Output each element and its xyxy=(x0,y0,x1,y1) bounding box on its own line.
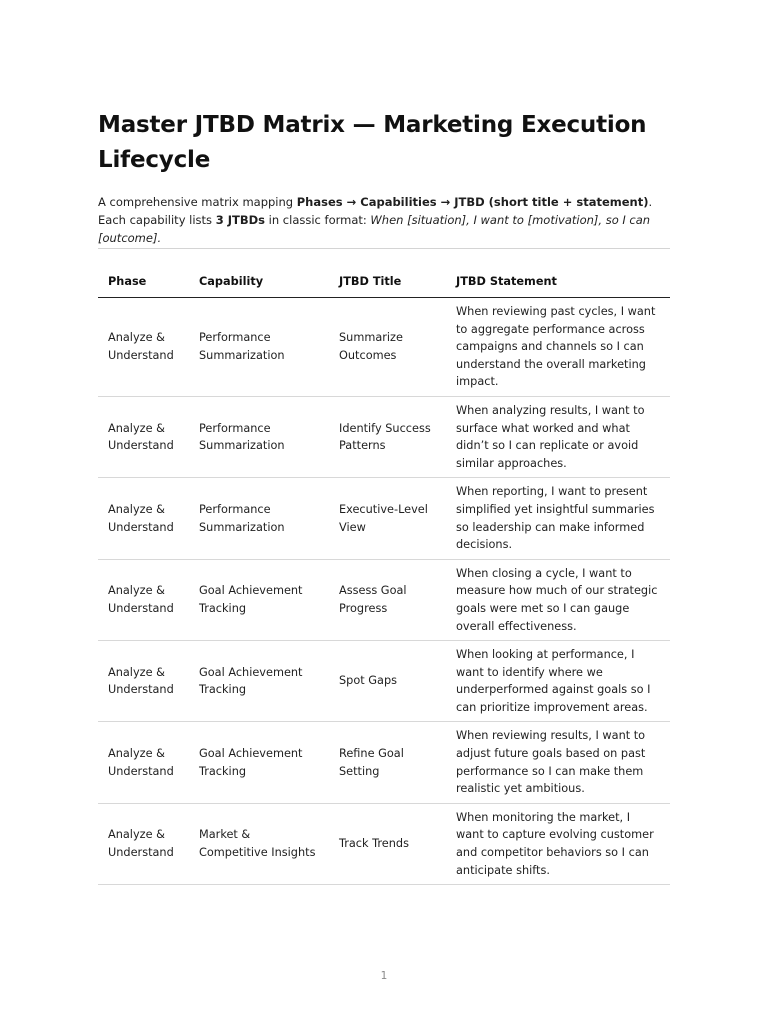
cell-phase: Analyze & Understand xyxy=(98,396,189,477)
header-jtbd-statement: JTBD Statement xyxy=(446,267,670,298)
intro-italic-format: When [situation], I want to [motivation], so I can [outcome]. xyxy=(98,213,651,245)
intro-text-3: in classic format: xyxy=(265,213,371,227)
cell-jtbd-title: Identify Success Patterns xyxy=(329,396,446,477)
cell-capability: Market & Competitive Insights xyxy=(189,803,329,884)
cell-jtbd-statement: When looking at performance, I want to identify where we underperformed against goals so I can prioritize improvement areas. xyxy=(446,641,670,722)
intro-text-2: . Each capability lists xyxy=(98,195,653,227)
cell-jtbd-title: Summarize Outcomes xyxy=(329,298,446,397)
table-header-row xyxy=(98,267,670,298)
cell-jtbd-statement: When reporting, I want to present simplified yet insightful summaries so leadership can make informed decisions. xyxy=(446,478,670,559)
cell-jtbd-statement: When closing a cycle, I want to measure how much of our strategic goals were met so I can gauge overall effectiveness. xyxy=(446,559,670,640)
cell-jtbd-title: Executive-Level View xyxy=(329,478,446,559)
cell-phase: Analyze & Understand xyxy=(98,559,189,640)
cell-phase: Analyze & Understand xyxy=(98,803,189,884)
cell-phase: Analyze & Understand xyxy=(98,478,189,559)
table-row xyxy=(98,641,670,722)
intro-paragraph xyxy=(98,193,672,247)
header-phase: Phase xyxy=(98,267,189,298)
cell-capability: Performance Summarization xyxy=(189,298,329,397)
intro-bold-2: 3 JTBDs xyxy=(215,213,265,227)
page-title: Master JTBD Matrix — Marketing Execution Lifecycle xyxy=(98,112,647,173)
cell-capability: Performance Summarization xyxy=(189,478,329,559)
cell-jtbd-statement: When analyzing results, I want to surface what worked and what didn’t so I can replicate or avoid similar approaches. xyxy=(446,396,670,477)
intro-bold-1: Phases → Capabilities → JTBD (short title + statement) xyxy=(296,195,649,209)
cell-jtbd-statement: When reviewing results, I want to adjust future goals based on past performance so I can make them realistic yet ambitious. xyxy=(446,722,670,803)
cell-phase: Analyze & Understand xyxy=(98,298,189,397)
cell-capability: Goal Achievement Tracking xyxy=(189,641,329,722)
cell-capability: Goal Achievement Tracking xyxy=(189,559,329,640)
cell-capability: Performance Summarization xyxy=(189,396,329,477)
table-row xyxy=(98,396,670,477)
cell-jtbd-title: Assess Goal Progress xyxy=(329,559,446,640)
intro-text-1: A comprehensive matrix mapping xyxy=(98,195,297,209)
cell-jtbd-title: Refine Goal Setting xyxy=(329,722,446,803)
cell-jtbd-statement: When reviewing past cycles, I want to aggregate performance across campaigns and channels so I can understand the overall marketing impact. xyxy=(446,298,670,397)
table-row xyxy=(98,722,670,803)
cell-phase: Analyze & Understand xyxy=(98,722,189,803)
page-number: 1 xyxy=(380,970,388,982)
cell-capability: Goal Achievement Tracking xyxy=(189,722,329,803)
table-row xyxy=(98,478,670,559)
jtbd-matrix-table xyxy=(98,267,670,885)
cell-jtbd-title: Spot Gaps xyxy=(329,641,446,722)
table-row xyxy=(98,559,670,640)
table-row xyxy=(98,298,670,397)
table-row xyxy=(98,803,670,884)
cell-phase: Analyze & Understand xyxy=(98,641,189,722)
section-divider xyxy=(98,248,670,249)
header-capability: Capability xyxy=(189,267,329,298)
cell-jtbd-title: Track Trends xyxy=(329,803,446,884)
header-jtbd-title: JTBD Title xyxy=(329,267,446,298)
cell-jtbd-statement: When monitoring the market, I want to capture evolving customer and competitor behaviors so I can anticipate shifts. xyxy=(446,803,670,884)
